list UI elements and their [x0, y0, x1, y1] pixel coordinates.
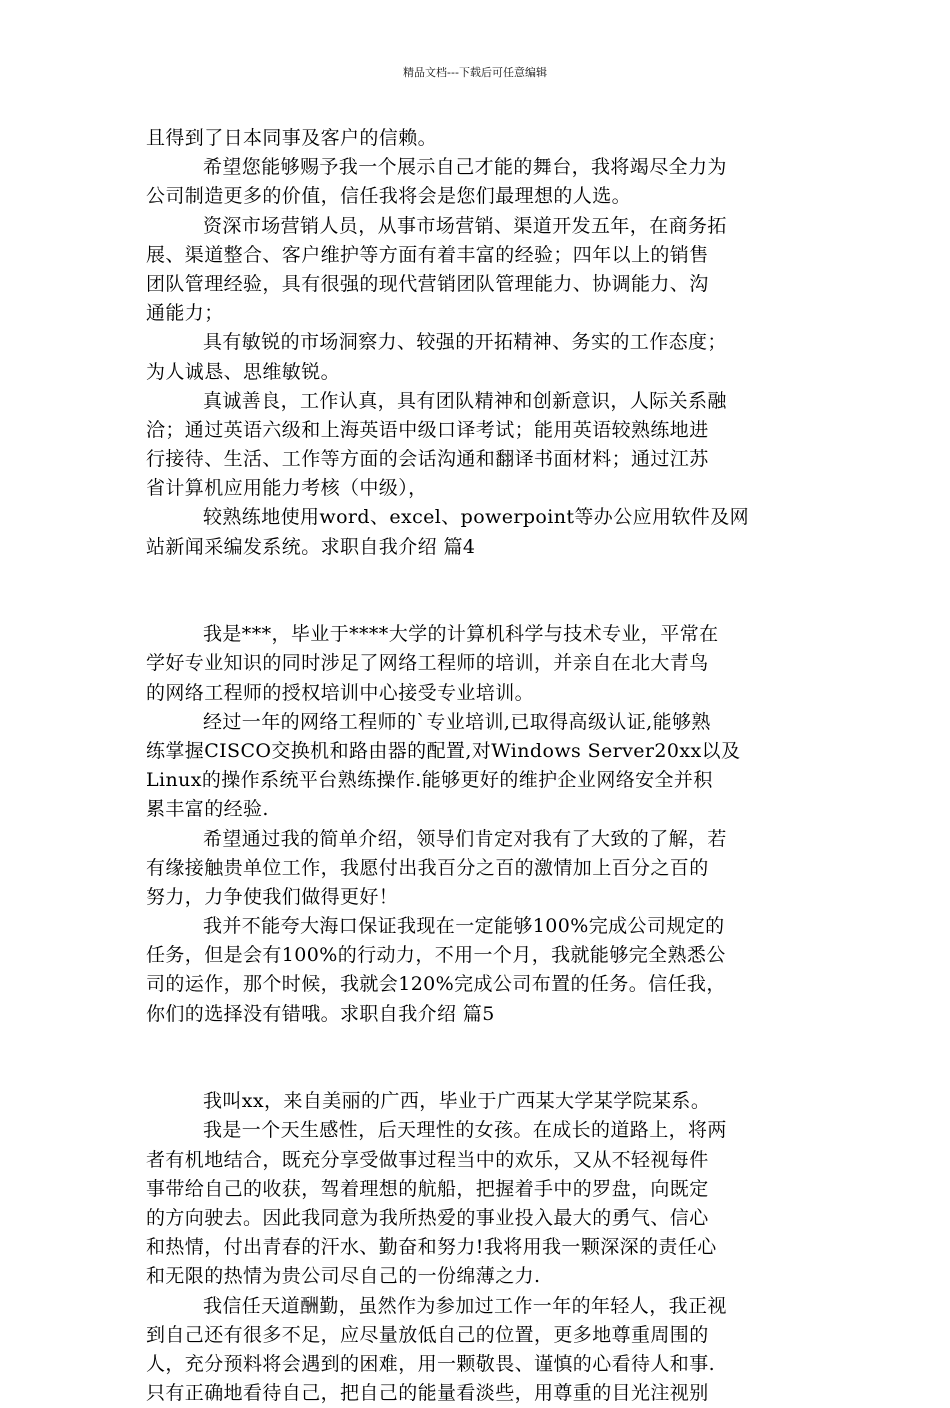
- text-line: 团队管理经验，具有很强的现代营销团队管理能力、协调能力、沟: [146, 272, 709, 295]
- page-header: 精品文档---下载后可任意编辑: [403, 66, 547, 79]
- text-line: 的方向驶去。因此我同意为我所热爱的事业投入最大的勇气、信心: [146, 1206, 709, 1229]
- paragraph-first-line: 希望您能够赐予我一个展示自己才能的舞台，我将竭尽全力为: [203, 156, 727, 179]
- text-line: 洽；通过英语六级和上海英语中级口译考试；能用英语较熟练地进: [146, 418, 709, 441]
- text-line: 练掌握CISCO交换机和路由器的配置,对Windows Server20xx以及: [146, 739, 741, 762]
- text-line: 和热情，付出青春的汗水、勤奋和努力!我将用我一颗深深的责任心: [146, 1236, 717, 1259]
- paragraph-first-line: 希望通过我的简单介绍，领导们肯定对我有了大致的了解，若: [203, 827, 727, 850]
- paragraph-first-line: 我叫xx，来自美丽的广西，毕业于广西某大学某学院某系。: [203, 1090, 711, 1113]
- text-line: 努力，力争使我们做得更好！: [146, 885, 399, 908]
- paragraph-first-line: 我是一个天生感性，后天理性的女孩。在成长的道路上，将两: [203, 1119, 727, 1142]
- paragraph-first-line: 我是***，毕业于****大学的计算机科学与技术专业，平常在: [203, 623, 719, 646]
- text-line: 任务，但是会有100%的行动力，不用一个月，我就能够完全熟悉公: [146, 944, 726, 967]
- text-line: 的网络工程师的授权培训中心接受专业培训。: [146, 681, 535, 704]
- paragraph-first-line: 经过一年的网络工程师的`专业培训,已取得高级认证,能够熟: [203, 710, 711, 733]
- blank-line: [146, 591, 806, 620]
- paragraph-first-line: 真诚善良，工作认真，具有团队精神和创新意识，人际关系融: [203, 389, 727, 412]
- text-line: 行接待、生活、工作等方面的会话沟通和翻译书面材料；通过江苏: [146, 448, 709, 471]
- paragraph-first-line: 较熟练地使用word、excel、powerpoint等办公应用软件及网: [203, 506, 750, 529]
- text-line: 司的运作，那个时候，我就会120%完成公司布置的任务。信任我，: [146, 973, 726, 996]
- blank-line: [146, 1029, 806, 1058]
- text-line: 人，充分预料将会遇到的困难，用一颗敬畏、谨慎的心看待人和事.: [146, 1352, 716, 1375]
- paragraph-first-line: 我并不能夸大海口保证我现在一定能够100%完成公司规定的: [203, 915, 725, 938]
- paragraph-first-line: 具有敏锐的市场洞察力、较强的开拓精神、务实的工作态度；: [203, 331, 727, 354]
- text-line: 省计算机应用能力考核（中级），: [146, 477, 428, 500]
- paragraph-first-line: 我信任天道酬勤，虽然作为参加过工作一年的年轻人，我正视: [203, 1294, 727, 1317]
- text-line: 累丰富的经验.: [146, 798, 269, 821]
- text-line: 事带给自己的收获，驾着理想的航船，把握着手中的罗盘，向既定: [146, 1177, 709, 1200]
- text-line: 学好专业知识的同时涉足了网络工程师的培训，并亲自在北大青鸟: [146, 652, 709, 675]
- text-line: 公司制造更多的价值，信任我将会是您们最理想的人选。: [146, 185, 632, 208]
- text-line: 通能力；: [146, 302, 224, 325]
- document-body: [146, 124, 806, 1408]
- text-line: 只有正确地看待自己，把自己的能量看淡些，用尊重的目光注视别: [146, 1382, 709, 1405]
- text-line: 你们的选择没有错哦。求职自我介绍 篇5: [146, 1002, 495, 1025]
- text-line: Linux的操作系统平台熟练操作.能够更好的维护企业网络安全并积: [146, 769, 713, 792]
- text-line: 站新闻采编发系统。求职自我介绍 篇4: [146, 535, 476, 558]
- text-line: 和无限的热情为贵公司尽自己的一份绵薄之力.: [146, 1265, 541, 1288]
- text-line: 者有机地结合，既充分享受做事过程当中的欢乐，又从不轻视每件: [146, 1148, 709, 1171]
- blank-line: [146, 562, 806, 591]
- text-line: 有缘接触贵单位工作，我愿付出我百分之百的激情加上百分之百的: [146, 856, 709, 879]
- text-line: 且得到了日本同事及客户的信赖。: [146, 127, 438, 149]
- text-line: 展、渠道整合、客户维护等方面有着丰富的经验；四年以上的销售: [146, 243, 709, 266]
- paragraph-first-line: 资深市场营销人员，从事市场营销、渠道开发五年，在商务拓: [203, 214, 727, 237]
- blank-line: [146, 1058, 806, 1087]
- text-line: 到自己还有很多不足，应尽量放低自己的位置，更多地尊重周围的: [146, 1323, 709, 1346]
- text-line: 为人诚恳、思维敏锐。: [146, 360, 341, 383]
